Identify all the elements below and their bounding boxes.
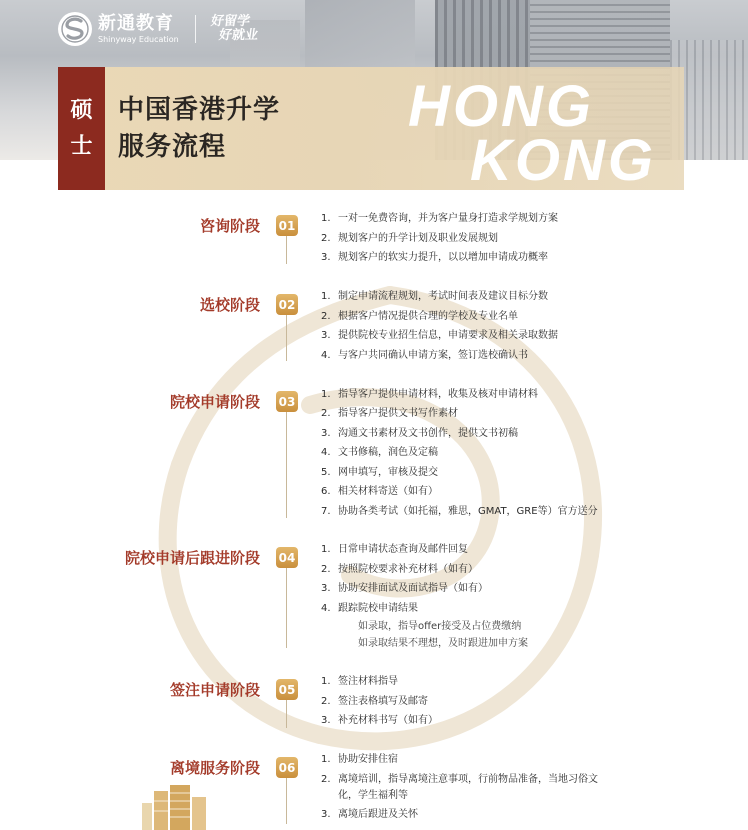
stage-number-badge: 03: [276, 391, 298, 412]
brand-name-en: Shinyway Education: [98, 34, 179, 44]
building-illustration-icon: [140, 783, 210, 830]
list-item: 1. 协助安排住宿: [321, 754, 398, 765]
page-title-line-1: 中国香港升学: [118, 95, 281, 125]
stage-label: 离境服务阶段: [169, 759, 260, 777]
timeline-connector: [286, 412, 287, 518]
list-item: 3. 补充材料书写（如有）: [321, 715, 438, 726]
list-item: 2. 根据客户情况提供合理的学校及专业名单: [321, 311, 518, 322]
stage-label: 咨询阶段: [199, 217, 260, 235]
logo-divider: [195, 15, 196, 43]
list-subitem: 如录取结果不理想，及时跟进加申方案: [358, 638, 528, 649]
timeline-connector: [286, 700, 287, 728]
list-item: 1. 一对一免费咨询，并为客户量身打造求学规划方案: [321, 213, 558, 224]
kong-text: KONG: [470, 128, 656, 193]
timeline-connector: [286, 315, 287, 361]
list-item: 7. 协助各类考试（如托福，雅思，GMAT，GRE等）官方送分: [321, 506, 598, 517]
list-item: 3. 规划客户的软实力提升，以以增加申请成功概率: [321, 252, 548, 263]
list-item: 2. 规划客户的升学计划及职业发展规划: [321, 233, 498, 244]
list-item: 3. 离境后跟进及关怀: [321, 809, 418, 820]
stage-number-badge: 02: [276, 294, 298, 315]
stage-number-badge: 04: [276, 547, 298, 568]
list-item-continuation: 化，学生福利等: [338, 790, 408, 801]
timeline-connector: [286, 236, 287, 264]
hong-text: HONG: [408, 74, 594, 139]
list-item: 3. 提供院校专业招生信息，申请要求及相关录取数据: [321, 330, 558, 341]
stage-number-badge: 01: [276, 215, 298, 236]
degree-char-2: 士: [70, 133, 93, 159]
list-item: 3. 沟通文书素材及文书创作，提供文书初稿: [321, 428, 518, 439]
degree-char-1: 硕: [70, 97, 93, 123]
brand-slogan: [208, 15, 261, 42]
brand-name-cn: 新通教育: [98, 12, 174, 34]
list-item: 1. 指导客户提供申请材料，收集及核对申请材料: [321, 389, 538, 400]
stage-label: 院校申请后跟进阶段: [124, 549, 260, 567]
degree-badge: [58, 67, 105, 190]
stage-number-badge: 06: [276, 757, 298, 778]
timeline-connector: [286, 568, 287, 648]
stage-label: 院校申请阶段: [169, 393, 260, 411]
list-item: 1. 制定申请流程规划，考试时间表及建议目标分数: [321, 291, 548, 302]
list-item: 1. 日常申请状态查询及邮件回复: [321, 544, 468, 555]
list-subitem: 如录取，指导offer接受及占位费缴纳: [358, 621, 522, 632]
stage-label: 选校阶段: [199, 296, 260, 314]
shinyway-logo-icon: [58, 12, 92, 46]
brand-logo: [58, 12, 259, 46]
list-item: 2. 签注表格填写及邮寄: [321, 696, 428, 707]
list-item: 3. 协助安排面试及面试指导（如有）: [321, 583, 488, 594]
page-title-line-2: 服务流程: [118, 132, 227, 162]
list-item: 5. 网申填写，审核及提交: [321, 467, 438, 478]
stage-number-badge: 05: [276, 679, 298, 700]
page-title: [118, 92, 280, 166]
stage-label: 签注申请阶段: [169, 681, 260, 699]
list-item: 1. 签注材料指导: [321, 676, 398, 687]
list-item: 2. 指导客户提供文书写作素材: [321, 408, 458, 419]
slogan-line-2: 好就业: [217, 28, 259, 43]
list-item: 2. 按照院校要求补充材料（如有）: [321, 564, 478, 575]
list-item: 6. 相关材料寄送（如有）: [321, 486, 438, 497]
list-item: 2. 离境培训，指导离境注意事项，行前物品准备，当地习俗文: [321, 774, 598, 785]
timeline-connector: [286, 778, 287, 824]
list-item: 4. 与客户共同确认申请方案，签订选校确认书: [321, 350, 528, 361]
list-item: 4. 文书修稿，润色及定稿: [321, 447, 438, 458]
slogan-line-1: 好留学: [209, 14, 251, 30]
list-item: 4. 跟踪院校申请结果: [321, 603, 418, 614]
